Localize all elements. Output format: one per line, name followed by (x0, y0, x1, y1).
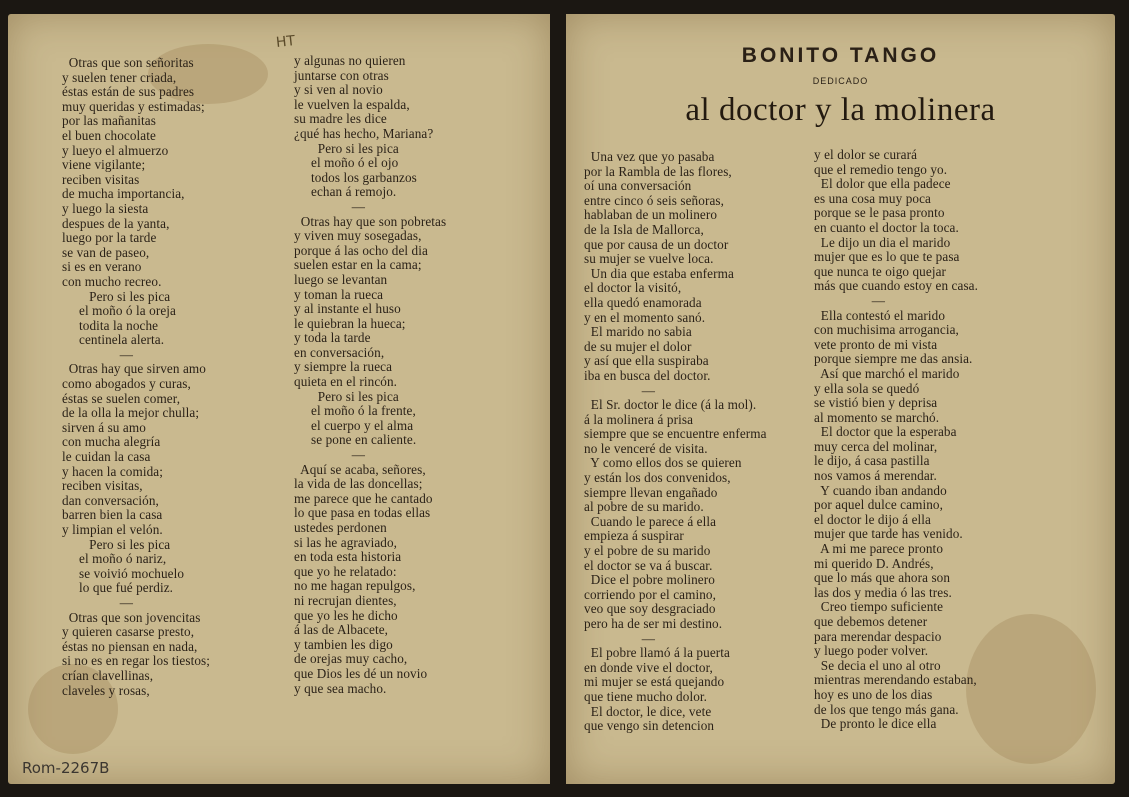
verse-line: y toda la tarde (294, 330, 371, 346)
verse-line: y al instante el huso (294, 301, 401, 317)
verse-line: Creo tiempo suficiente (814, 599, 944, 615)
verse-line: le dijo, á casa pastilla (814, 453, 930, 469)
verse-line: ella quedó enamorada (584, 294, 702, 310)
verse-line: de la Isla de Mallorca, (584, 221, 704, 237)
verse-line: El pobre llamó á la puerta (584, 645, 730, 661)
dedication-label: DEDICADO (812, 76, 869, 86)
verse-line: Otras hay que sirven amo (62, 361, 206, 377)
verse-line: se vistió bien y deprisa (814, 395, 938, 411)
verse-line: que lo más que ahora son (814, 570, 951, 586)
verse-line: su madre les dice (294, 111, 387, 127)
verse-line: me parece que he cantado (294, 490, 433, 506)
verse-line: ustedes perdonen (294, 520, 387, 535)
verse-line: y están los dos convenidos, (584, 470, 731, 486)
verse-line: le cuidan la casa (62, 449, 151, 465)
verse-line: El Sr. doctor le dice (á la mol). (584, 397, 757, 413)
page-title: BONITO TANGO (741, 44, 940, 67)
verse-line: el moño ó nariz, (62, 551, 167, 567)
verse-line: centinela alerta. (62, 332, 165, 348)
verse-line: se pone en caliente. (294, 432, 417, 448)
verse-line: que debemos detener (814, 614, 928, 629)
verse-line: á la molinera á prisa (584, 411, 694, 427)
verse-line: con muchisima arrogancia, (814, 322, 959, 338)
verse-line: el cuerpo y el alma (294, 417, 414, 433)
verse-line: reciben visitas, (62, 478, 143, 494)
verse-line: en toda esta historia (294, 549, 402, 565)
verse-line: quieta en el rincón. (294, 374, 398, 390)
verse-line: pero ha de ser mi destino. (584, 616, 723, 631)
verse-line: Así que marchó el marido (814, 365, 960, 381)
verse-line: Pero si les pica (294, 388, 399, 404)
verse-line: y luego la siesta (62, 200, 149, 216)
verse-line: y quieren casarse presto, (62, 624, 195, 640)
verse-line: no me hagan repulgos, (294, 578, 416, 594)
verse-line: y algunas no quieren (294, 53, 406, 68)
verse-line: Le dijo un dia el marido (814, 234, 951, 250)
verse-line: de la olla la mejor chulla; (62, 405, 200, 421)
verse-line: éstas no piensan en nada, (62, 638, 198, 654)
verse-line: que Dios les dé un novio (294, 665, 428, 681)
verse-line: no le venceré de visita. (584, 440, 708, 456)
verse-line: nos vamos á merendar. (814, 468, 937, 484)
verse-line: hablaban de un molinero (584, 207, 718, 223)
verse-line: al pobre de su marido. (584, 499, 704, 515)
verse-line: barren bien la casa (62, 507, 163, 523)
right-column-1 (584, 150, 767, 734)
verse-line: echan á remojo. (294, 184, 397, 200)
verse-line: y el pobre de su marido (584, 543, 711, 559)
verse-line: por aquel dulce camino, (814, 497, 943, 513)
verse-line: Ella contestó el marido (814, 307, 946, 323)
verse-line: que tiene mucho dolor. (584, 688, 708, 704)
verse-line: si las he agraviado, (294, 534, 398, 550)
verse-line: y luego poder volver. (814, 643, 929, 659)
verse-line: que yo he relatado: (294, 563, 397, 579)
verse-line: de su mujer el dolor (584, 338, 692, 354)
verse-line: oí una conversación (584, 178, 692, 194)
verse-line: en conversación, (294, 344, 385, 360)
verse-line: como abogados y curas, (62, 376, 191, 392)
verse-line: que nunca te oigo quejar (814, 263, 947, 279)
verse-line: que el remedio tengo yo. (814, 161, 948, 177)
verse-line: se voivió mochuelo (62, 565, 185, 581)
verse-line: iba en busca del doctor. (584, 367, 711, 383)
verse-line: y toman la rueca (294, 286, 384, 302)
verse-line: le quiebran la hueca; (294, 315, 406, 331)
verse-line: porque á las ocho del dia (294, 242, 428, 258)
verse-line: juntarse con otras (294, 67, 389, 83)
verse-line: mujer que tarde has venido. (814, 526, 963, 542)
verse-line: Pero si les pica (62, 536, 171, 552)
verse-separator: — (62, 594, 134, 610)
handwritten-note: HT (275, 33, 296, 51)
verse-line: Se decia el uno al otro (814, 657, 941, 673)
verse-line: las dos y media ó las tres. (814, 584, 952, 600)
verse-line: porque siempre me das ansia. (814, 351, 973, 367)
verse-line: ¿qué has hecho, Mariana? (294, 125, 434, 141)
verse-line: y tambien les digo (294, 636, 393, 652)
verse-line: de mucha importancia, (62, 186, 185, 202)
left-column-2 (294, 54, 446, 696)
verse-line: reciben visitas (62, 171, 140, 187)
verse-line: el moño ó el ojo (294, 155, 399, 171)
verse-line: y que sea macho. (294, 680, 387, 696)
verse-line: vete pronto de mi vista (814, 336, 938, 352)
verse-line: su mujer se vuelve loca. (584, 251, 714, 267)
verse-line: Aquí se acaba, señores, (294, 461, 426, 477)
verse-line: el moño ó la oreja (62, 303, 176, 319)
verse-line: que yo les he dicho (294, 607, 398, 623)
verse-line: en donde vive el doctor, (584, 659, 713, 675)
verse-separator: — (62, 346, 134, 362)
verse-line: el doctor le dijo á ella (814, 511, 932, 527)
verse-separator: — (294, 447, 366, 463)
verse-line: y hacen la comida; (62, 463, 164, 479)
verse-line: en cuanto el doctor la toca. (814, 219, 959, 235)
verse-line: lo que pasa en todas ellas (294, 505, 431, 521)
page-subtitle: al doctor y la molinera (685, 92, 996, 128)
verse-line: Un dia que estaba enferma (584, 265, 734, 281)
verse-line: despues de la yanta, (62, 215, 170, 231)
verse-line: Y como ellos dos se quieren (584, 455, 742, 471)
right-column-2 (814, 148, 978, 732)
verse-line: viene vigilante; (62, 157, 146, 173)
verse-line: el doctor se va á buscar. (584, 557, 713, 573)
verse-line: por la Rambla de las flores, (584, 163, 732, 179)
verse-line: ni recrujan dientes, (294, 592, 397, 608)
verse-line: al momento se marchó. (814, 409, 940, 425)
verse-line: y suelen tener criada, (62, 69, 177, 85)
verse-line: y ella sola se quedó (814, 380, 920, 396)
verse-line: luego se levantan (294, 271, 388, 287)
verse-line: que por causa de un doctor (584, 236, 729, 252)
verse-line: mientras merendando estaban, (814, 672, 977, 688)
verse-line: De pronto le dice ella (814, 716, 937, 732)
verse-line: y siempre la rueca (294, 359, 393, 375)
verse-line: muy cerca del molinar, (814, 438, 938, 454)
verse-line: el buen chocolate (62, 127, 156, 143)
verse-line: crían clavellinas, (62, 667, 154, 683)
verse-line: corriendo por el camino, (584, 586, 717, 602)
verse-line: Cuando le parece á ella (584, 513, 717, 529)
verse-separator: — (294, 198, 366, 214)
verse-line: que vengo sin detencion (584, 718, 715, 734)
verse-line: todos los garbanzos (294, 169, 417, 185)
verse-line: y en el momento sanó. (584, 309, 706, 325)
verse-line: muy queridas y estimadas; (62, 98, 205, 114)
verse-line: si es en verano (62, 259, 142, 275)
verse-line: todita la noche (62, 317, 159, 333)
verse-line: á las de Albacete, (294, 622, 389, 638)
verse-line: Y cuando iban andando (814, 482, 947, 498)
verse-line: mi querido D. Andrés, (814, 555, 934, 571)
verse-line: suelen estar en la cama; (294, 257, 422, 273)
verse-line: y lueyo el almuerzo (62, 142, 169, 158)
verse-line: el doctor la visitó, (584, 280, 682, 296)
verse-line: siempre que se encuentre enferma (584, 426, 767, 442)
paper-stain (966, 614, 1096, 764)
verse-line: Otras que son señoritas (62, 55, 194, 70)
verse-line: más que cuando estoy en casa. (814, 278, 979, 294)
verse-line: siempre llevan engañado (584, 484, 718, 500)
verse-line: Otras que son jovencitas (62, 609, 201, 625)
verse-line: mi mujer se está quejando (584, 674, 725, 690)
verse-line: se van de paseo, (62, 244, 150, 260)
verse-line: si no es en regar los tiestos; (62, 653, 211, 669)
verse-line: de los que tengo más gana. (814, 701, 959, 717)
verse-line: éstas están de sus padres (62, 84, 195, 100)
verse-line: Dice el pobre molinero (584, 572, 715, 588)
verse-separator: — (584, 630, 656, 646)
verse-line: y viven muy sosegadas, (294, 228, 422, 244)
verse-line: El marido no sabia (584, 324, 692, 340)
verse-line: Pero si les pica (294, 140, 399, 156)
verse-line: claveles y rosas, (62, 682, 150, 698)
verse-line: entre cinco ó seis señoras, (584, 192, 725, 208)
verse-line: de orejas muy cacho, (294, 651, 408, 667)
verse-separator: — (814, 292, 886, 308)
verse-line: el moño ó la frente, (294, 403, 416, 419)
verse-line: veo que soy desgraciado (584, 601, 716, 617)
verse-line: Otras hay que son pobretas (294, 213, 447, 229)
right-page (566, 14, 1115, 784)
verse-line: por las mañanitas (62, 113, 156, 129)
verse-line: para merendar despacio (814, 628, 942, 644)
verse-line: empieza á suspirar (584, 528, 684, 544)
verse-line: sirven á su amo (62, 419, 146, 435)
verse-line: lo que fué perdiz. (62, 580, 174, 596)
verse-line: le vuelven la espalda, (294, 96, 410, 112)
verse-line: es una cosa muy poca (814, 190, 931, 206)
verse-line: porque se le pasa pronto (814, 205, 945, 221)
verse-line: éstas se suelen comer, (62, 390, 181, 406)
verse-line: El dolor que ella padece (814, 176, 951, 192)
verse-line: hoy es uno de los dias (814, 686, 933, 702)
verse-line: con mucha alegría (62, 434, 161, 450)
verse-line: dan conversación, (62, 492, 159, 508)
verse-line: Pero si les pica (62, 288, 171, 304)
verse-line: A mi me parece pronto (814, 541, 944, 557)
verse-line: El doctor que la esperaba (814, 424, 957, 440)
verse-line: y si ven al novio (294, 82, 383, 98)
verse-line: Una vez que yo pasaba (584, 149, 715, 164)
verse-line: luego por la tarde (62, 230, 157, 246)
verse-line: y limpian el velón. (62, 522, 163, 537)
left-column-1 (62, 56, 210, 698)
left-page (8, 14, 550, 784)
verse-line: y así que ella suspiraba (584, 353, 709, 369)
verse-line: con mucho recreo. (62, 273, 162, 289)
verse-line: El doctor, le dice, vete (584, 703, 712, 719)
verse-line: y el dolor se curará (814, 147, 918, 162)
verse-separator: — (584, 382, 656, 398)
verse-line: mujer que es lo que te pasa (814, 249, 960, 265)
catalog-mark: Rom-2267B (22, 759, 110, 777)
verse-line: la vida de las doncellas; (294, 476, 423, 492)
